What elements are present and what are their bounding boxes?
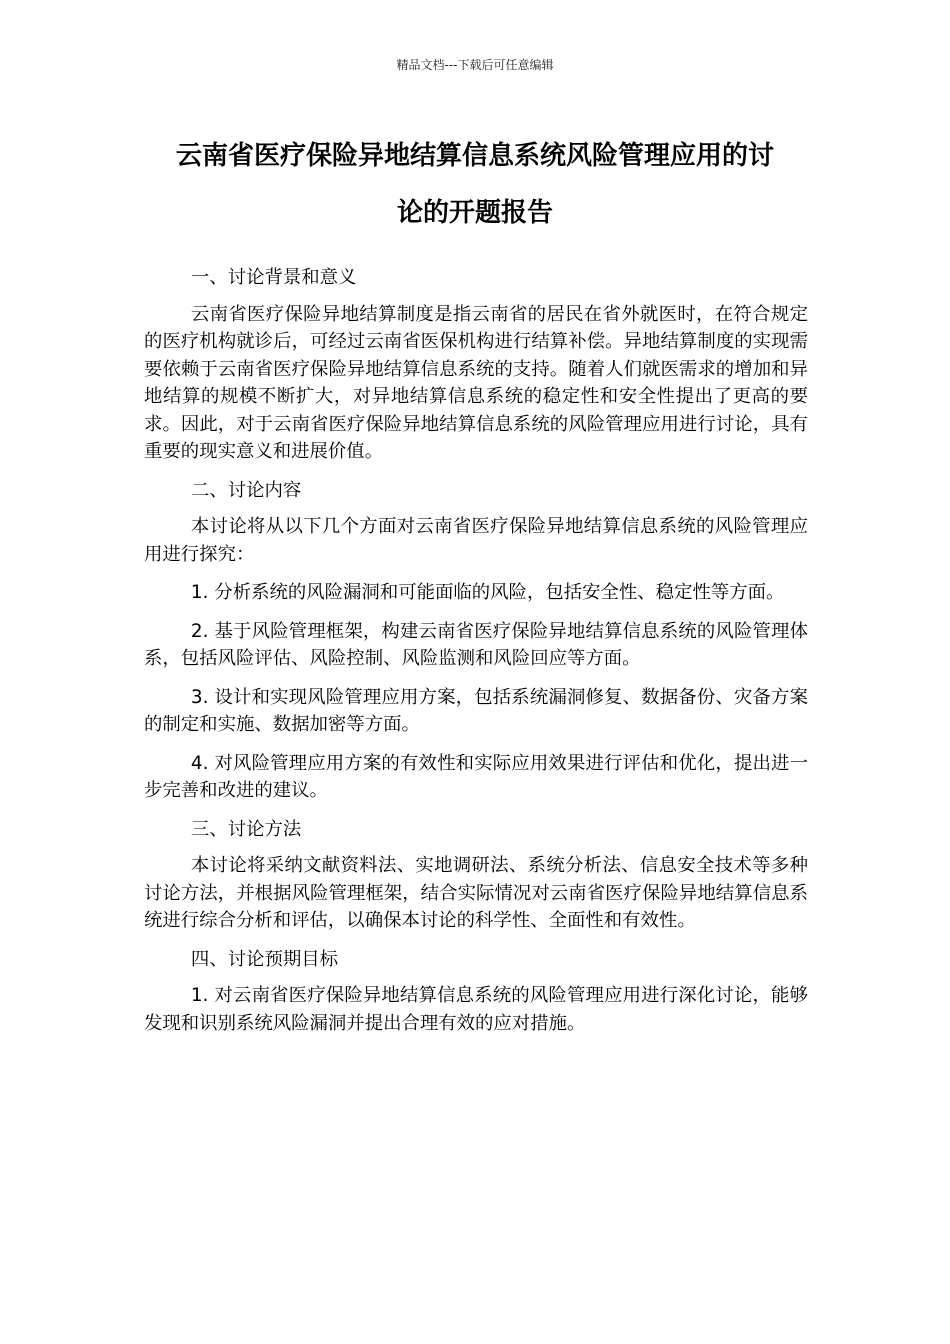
paragraph-content-intro: 本讨论将从以下几个方面对云南省医疗保险异地结算信息系统的风险管理应用进行探究： — [144, 516, 808, 565]
list-item-content-2: 2. 基于风险管理框架，构建云南省医疗保险异地结算信息系统的风险管理体系，包括风险评估、风险控制、风险监测和风险回应等方面。 — [144, 620, 808, 669]
document-body — [144, 264, 808, 1048]
paragraph-method: 本讨论将采纳文献资料法、实地调研法、系统分析法、信息安全技术等多种讨论方法，并根据风险管理框架，结合实际情况对云南省医疗保险异地结算信息系统进行综合分析和评估，以确保本讨论的科学性、全面性和有效性。 — [144, 855, 808, 931]
document-title-line-1: 云南省医疗保险异地结算信息系统风险管理应用的讨 — [175, 141, 774, 171]
list-item-content-3: 3. 设计和实现风险管理应用方案，包括系统漏洞修复、数据备份、灾备方案的制定和实施、数据加密等方面。 — [144, 686, 808, 735]
section-heading-background: 一、讨论背景和意义 — [190, 267, 357, 288]
document-title-line-2: 论的开题报告 — [396, 198, 553, 228]
section-heading-goals: 四、讨论预期目标 — [190, 948, 339, 970]
list-item-goal-1: 1. 对云南省医疗保险异地结算信息系统的风险管理应用进行深化讨论，能够发现和识别系统风险漏洞并提出合理有效的应对措施。 — [144, 985, 808, 1034]
header-note: 精品文档---下载后可任意编辑 — [396, 58, 554, 72]
paragraph-background: 云南省医疗保险异地结算制度是指云南省的居民在省外就医时，在符合规定的医疗机构就诊后，可经过云南省医保机构进行结算补偿。异地结算制度的实现需要依赖于云南省医疗保险异地结算信息系统的支持。随着人们就医需求的增加和异地结算的规模不断扩大，对异地结算信息系统的稳定性和安全性提出了更高的要求。因此，对于云南省医疗保险异地结算信息系统的风险管理应用进行讨论，具有重要的现实意义和进展价值。 — [144, 303, 808, 462]
document-title — [140, 128, 810, 242]
section-heading-method: 三、讨论方法 — [190, 818, 302, 840]
list-item-content-4: 4. 对风险管理应用方案的有效性和实际应用效果进行评估和优化，提出进一步完善和改进的建议。 — [144, 752, 808, 801]
list-item-content-1: 1. 分析系统的风险漏洞和可能面临的风险，包括安全性、稳定性等方面。 — [190, 582, 785, 603]
section-heading-content: 二、讨论内容 — [190, 479, 302, 501]
